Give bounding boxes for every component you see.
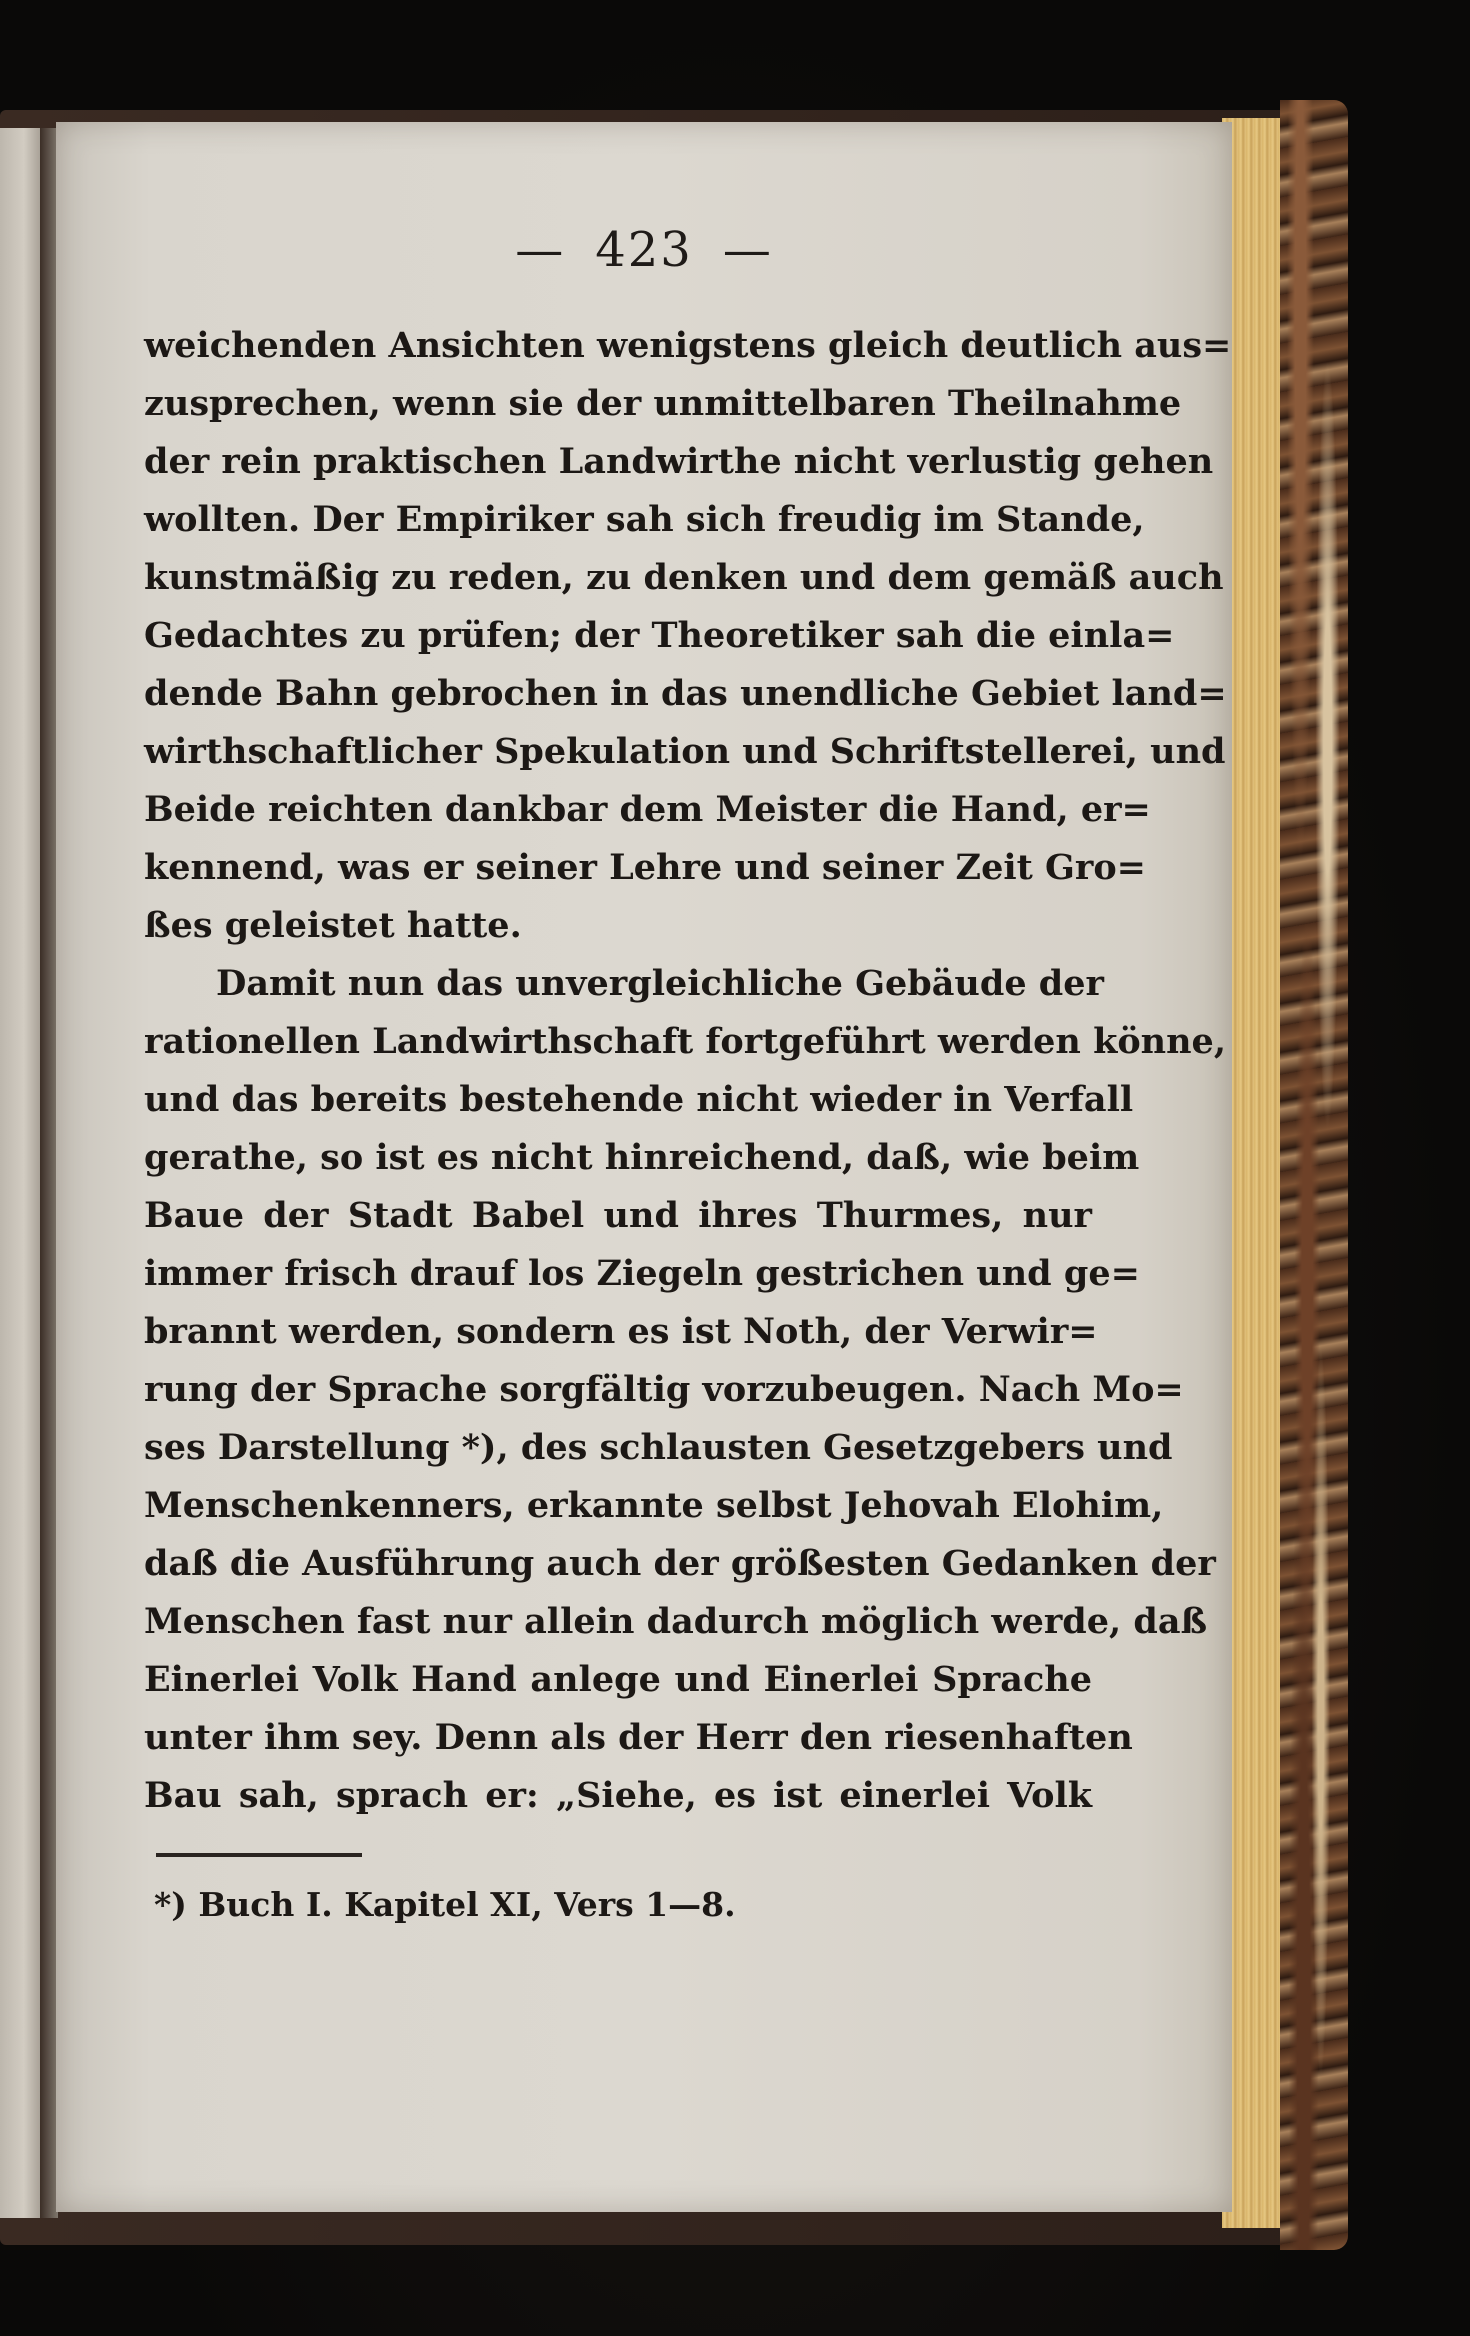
text-line: wollten. Der Empiriker sah sich freudig im Stande,: [144, 499, 1145, 540]
footnote: *) Buch I. Kapitel XI, Vers 1—8.: [154, 1885, 736, 1924]
header-dash-right: —: [722, 222, 773, 278]
text-line: Menschenkenners, erkannte selbst Jehovah Elohim,: [144, 1485, 1164, 1526]
text-line: Gedachtes zu prüfen; der Theoretiker sah die einla=: [144, 615, 1175, 656]
header-dash-left: —: [515, 222, 566, 278]
text-line: Menschen fast nur allein dadurch möglich werde, daß: [144, 1601, 1208, 1642]
text-line: weichenden Ansichten wenigstens gleich deutlich aus=: [144, 325, 1232, 366]
text-line: Einerlei Volk Hand anlege und Einerlei Sprache: [144, 1659, 1092, 1700]
footnote-rule: [156, 1853, 362, 1857]
text-line: wirthschaftlicher Spekulation und Schriftstellerei, und: [144, 731, 1226, 772]
marbled-cover-edge: [1280, 100, 1348, 2250]
text-line: Beide reichten dankbar dem Meister die Hand, er=: [144, 789, 1151, 830]
page-number: 423: [595, 222, 693, 278]
text-line: daß die Ausführung auch der größesten Gedanken der: [144, 1543, 1216, 1584]
text-line: kennend, was er seiner Lehre und seiner Zeit Gro=: [144, 847, 1147, 888]
text-line: kunstmäßig zu reden, zu denken und dem gemäß auch: [144, 557, 1224, 598]
page-header: [56, 222, 1232, 278]
text-line: und das bereits bestehende nicht wieder in Verfall: [144, 1079, 1134, 1120]
text-line: zusprechen, wenn sie der unmittelbaren Theilnahme: [144, 383, 1182, 424]
text-line: Baue der Stadt Babel und ihres Thurmes, nur: [144, 1195, 1092, 1236]
text-line: rationellen Landwirthschaft fortgeführt werden könne,: [144, 1021, 1227, 1062]
paragraph-2: [144, 955, 1227, 1825]
paragraph-1: [144, 317, 1232, 955]
text-line: ses Darstellung *), des schlausten Gesetzgebers und: [144, 1427, 1173, 1468]
text-line: ßes geleistet hatte.: [144, 905, 522, 946]
text-line: rung der Sprache sorgfältig vorzubeugen. Nach Mo=: [144, 1369, 1184, 1410]
left-page-edge: [0, 128, 40, 2218]
body-text: [144, 317, 1232, 1825]
text-line: brannt werden, sondern es ist Noth, der Verwir=: [144, 1311, 1098, 1352]
text-line: unter ihm sey. Denn als der Herr den riesenhaften: [144, 1717, 1133, 1758]
text-line: immer frisch drauf los Ziegeln gestrichen und ge=: [144, 1253, 1140, 1294]
text-line: Damit nun das unvergleichliche Gebäude der: [216, 963, 1104, 1004]
text-line: dende Bahn gebrochen in das unendliche Gebiet land=: [144, 673, 1227, 714]
book-page: [56, 122, 1232, 2212]
text-line: der rein praktischen Landwirthe nicht verlustig gehen: [144, 441, 1214, 482]
text-line: Bau sah, sprach er: „Siehe, es ist einerlei Volk: [144, 1775, 1092, 1816]
text-line: gerathe, so ist es nicht hinreichend, daß, wie beim: [144, 1137, 1140, 1178]
